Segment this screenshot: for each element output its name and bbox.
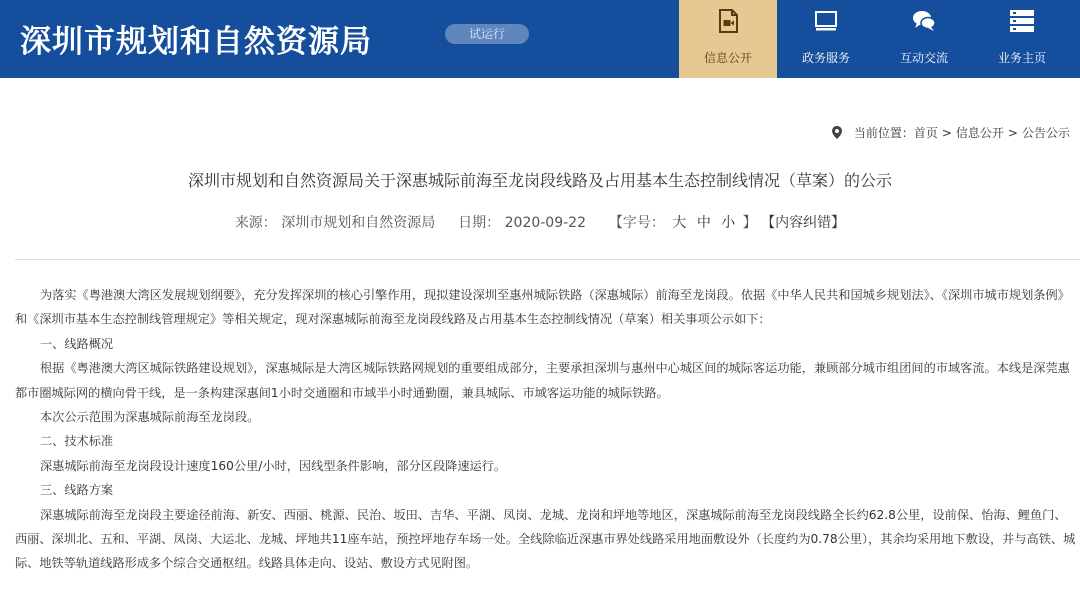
chat-bubbles-icon xyxy=(911,8,937,34)
site-title[interactable]: 深圳市规划和自然资源局 xyxy=(20,24,372,60)
nav-item-interaction[interactable] xyxy=(875,0,973,78)
article-paragraph: 深惠城际前海至龙岗段主要途径前海、新安、西丽、桃源、民治、坂田、吉华、平湖、凤岗、龙城、龙岗和坪地等地区，深惠城际前海至龙岗段线路全长约62.8公里，设前保、怡海、鲤鱼门、西丽、深圳北、五和、平湖、凤岗、大运北、龙城、坪地共11座车站，预控坪地存车场一处。全线除临近深惠市界处线路采用地面敷设外（长度约为0.78公里），其余均采用地下敷设，并与高铁、城际、地铁等轨道线路形成多个综合交通枢纽。线路具体走向、设站、敷设方式见附图。 xyxy=(15,507,1076,571)
breadcrumb xyxy=(832,124,1070,141)
nav-item-business-home[interactable] xyxy=(973,0,1071,78)
breadcrumb-home[interactable]: 首页 xyxy=(913,126,938,140)
location-pin-icon xyxy=(832,126,842,139)
date-value: 2020-09-22 xyxy=(504,215,586,231)
divider xyxy=(15,259,1080,260)
nav-item-label: 互动交流 xyxy=(899,51,948,65)
document-video-icon xyxy=(715,8,741,34)
content-correction-link[interactable]: 【内容纠错】 xyxy=(761,215,846,231)
font-size-large-button[interactable]: 大 xyxy=(672,215,687,231)
section-heading: 一、线路概况 xyxy=(40,336,114,351)
breadcrumb-separator: > xyxy=(941,125,952,140)
font-size-small-button[interactable]: 小 xyxy=(721,215,736,231)
nav-item-label: 政务服务 xyxy=(801,51,850,65)
breadcrumb-prefix: 当前位置： xyxy=(853,126,914,140)
article-paragraph: 为落实《粤港澳大湾区发展规划纲要》，充分发挥深圳的核心引擎作用，现拟建设深圳至惠州城际铁路（深惠城际）前海至龙岗段。依据《中华人民共和国城乡规划法》、《深圳市城市规划条例》和《深圳市基本生态控制线管理规定》等相关规定，现对深惠城际前海至龙岗段线路及占用基本生态控制线情况（草案）相关事项公示如下： xyxy=(15,288,1070,327)
source-label: 来源： xyxy=(234,215,277,231)
article-body xyxy=(15,283,1077,576)
breadcrumb-info-disclosure[interactable]: 信息公开 xyxy=(955,126,1004,140)
trial-badge: 试运行 xyxy=(445,24,529,44)
article-paragraph: 本次公示范围为深惠城际前海至龙岗段。 xyxy=(40,410,260,425)
article-title: 深圳市规划和自然资源局关于深惠城际前海至龙岗段线路及占用基本生态控制线情况（草案）的公示 xyxy=(187,171,892,190)
monitor-icon xyxy=(813,8,839,34)
article-paragraph: 根据《粤港澳大湾区城际铁路建设规划》，深惠城际是大湾区城际铁路网规划的重要组成部分，主要承担深圳与惠州中心城区间的城际客运功能，兼顾部分城市组团间的市域客流。本线是深莞惠都市圈城际网的横向骨干线，是一条构建深惠间1小时交通圈和市域半小时通勤圈，兼具城际、市域客运功能的城际铁路。 xyxy=(15,361,1070,400)
article-paragraph: 深惠城际前海至龙岗段设计速度160公里/小时，因线型条件影响，部分区段降速运行。 xyxy=(40,458,507,473)
main-nav xyxy=(679,0,1071,78)
font-size-medium-button[interactable]: 中 xyxy=(696,215,711,231)
nav-item-label: 业务主页 xyxy=(997,51,1046,65)
article-meta xyxy=(0,212,1080,232)
source-value: 深圳市规划和自然资源局 xyxy=(281,215,436,231)
site-header xyxy=(0,0,1080,78)
nav-item-info-disclosure[interactable] xyxy=(679,0,777,78)
font-size-label: 【字号： xyxy=(608,215,665,231)
nav-item-government-services[interactable] xyxy=(777,0,875,78)
breadcrumb-announcements[interactable]: 公告公示 xyxy=(1021,126,1070,140)
section-heading: 三、线路方案 xyxy=(40,483,114,498)
font-size-close: 】 xyxy=(742,215,757,231)
section-heading: 二、技术标准 xyxy=(40,434,114,449)
nav-item-label: 信息公开 xyxy=(703,51,752,65)
breadcrumb-separator: > xyxy=(1007,125,1018,140)
server-icon xyxy=(1009,8,1035,34)
date-label: 日期： xyxy=(458,215,501,231)
